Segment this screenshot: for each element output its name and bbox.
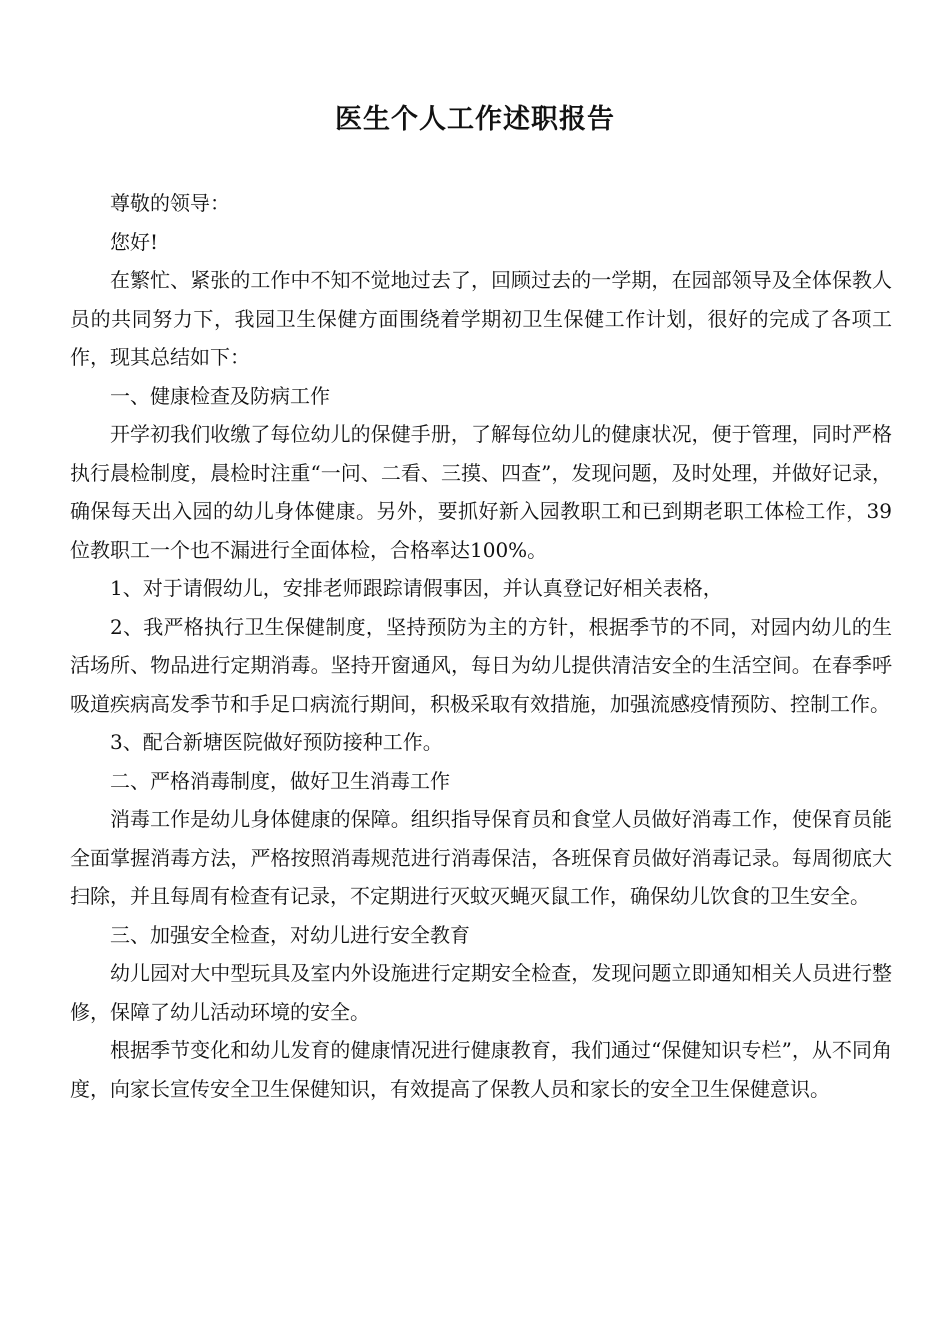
- document-body: [70, 184, 892, 1108]
- paragraph: 幼儿园对大中型玩具及室内外设施进行定期安全检查，发现问题立即通知相关人员进行整修，保障了幼儿活动环境的安全。: [70, 961, 892, 1024]
- intro-paragraph: 在繁忙、紧张的工作中不知不觉地过去了，回顾过去的一学期，在园部领导及全体保教人员的共同努力下，我园卫生保健方面围绕着学期初卫生保健工作计划，很好的完成了各项工作，现其总结如下：: [70, 268, 892, 369]
- document-title: 医生个人工作述职报告: [335, 104, 615, 135]
- section-heading-3: 三、加强安全检查，对幼儿进行安全教育: [110, 922, 470, 947]
- list-item-2: 2、我严格执行卫生保健制度，坚持预防为主的方针，根据季节的不同，对园内幼儿的生活场所、物品进行定期消毒。坚持开窗通风，每日为幼儿提供清洁安全的生活空间。在春季呼吸道疾病高发季节和手足口病流行期间，积极采取有效措施，加强流感疫情预防、控制工作。: [70, 614, 892, 716]
- list-item-3: 3、配合新塘医院做好预防接种工作。: [110, 730, 443, 754]
- section-heading-2: 二、严格消毒制度，做好卫生消毒工作: [110, 768, 450, 793]
- paragraph: 根据季节变化和幼儿发育的健康情况进行健康教育，我们通过“保健知识专栏”，从不同角度，向家长宣传安全卫生保健知识，有效提高了保教人员和家长的安全卫生保健意识。: [70, 1038, 892, 1101]
- section-heading-1: 一、健康检查及防病工作: [110, 383, 330, 408]
- greeting: 您好!: [110, 229, 159, 254]
- list-item-1: 1、对于请假幼儿，安排老师跟踪请假事因，并认真登记好相关表格，: [110, 576, 723, 600]
- paragraph: 开学初我们收缴了每位幼儿的保健手册，了解每位幼儿的健康状况，便于管理，同时严格执行晨检制度，晨检时注重“一问、二看、三摸、四查”，发现问题，及时处理，并做好记录，确保每天出入园的幼儿身体健康。另外，要抓好新入园教职工和已到期老职工体检工作，39位教职工一个也不漏进行全面体检，合格率达100%。: [70, 422, 892, 562]
- salutation: 尊敬的领导：: [110, 191, 230, 215]
- paragraph: 消毒工作是幼儿身体健康的保障。组织指导保育员和食堂人员做好消毒工作，使保育员能全面掌握消毒方法，严格按照消毒规范进行消毒保洁，各班保育员做好消毒记录。每周彻底大扫除，并且每周有检查有记录，不定期进行灭蚊灭蝇灭鼠工作，确保幼儿饮食的卫生安全。: [70, 807, 892, 908]
